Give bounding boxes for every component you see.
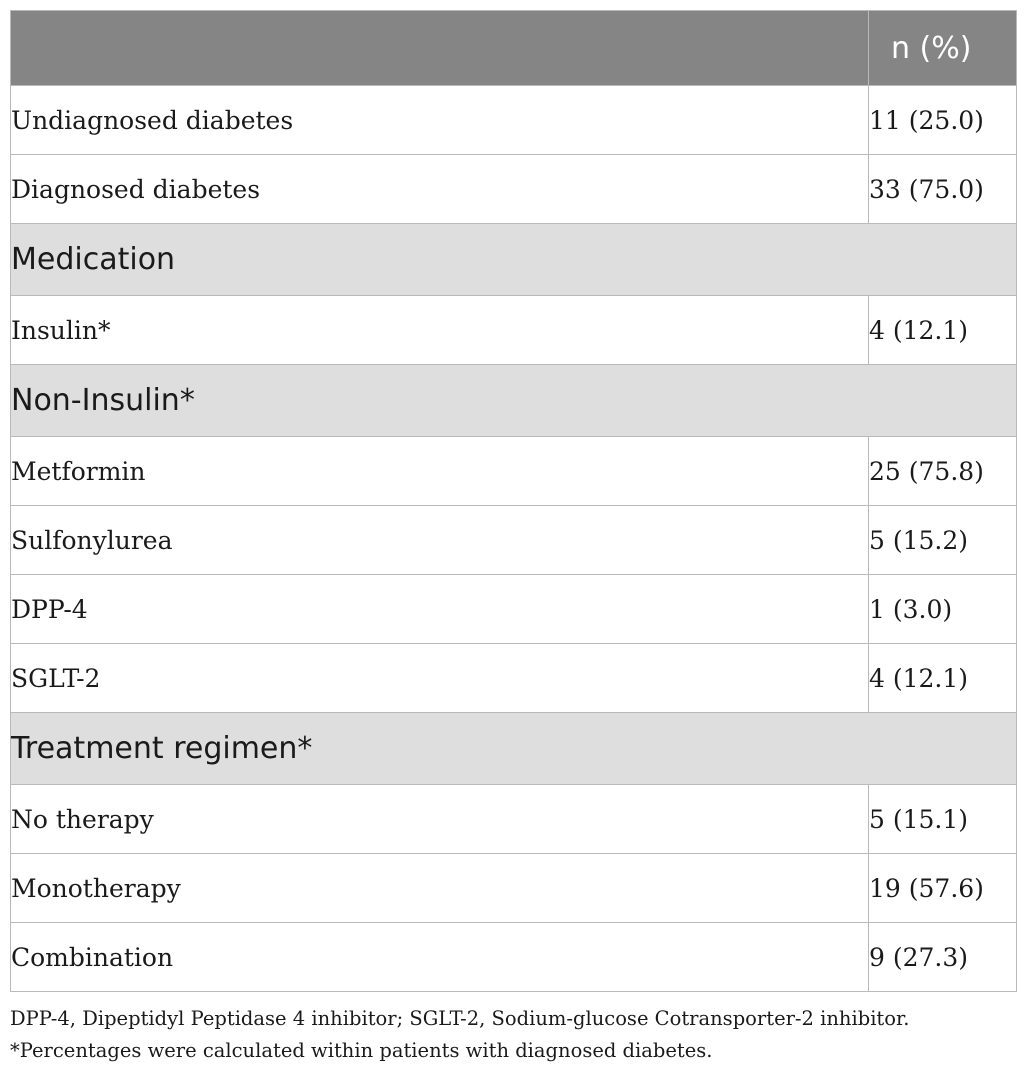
table-row [11,506,1017,575]
row-label: Combination [11,923,869,992]
row-value: 5 (15.1) [869,785,1017,854]
table-row [11,86,1017,155]
table-row [11,785,1017,854]
footnote-percentages: *Percentages were calculated within patients with diagnosed diabetes. [10,1039,713,1062]
header-n-percent: n (%) [869,11,1017,86]
table-row [11,923,1017,992]
table-row [11,155,1017,224]
section-row [11,365,1017,437]
row-label: Undiagnosed diabetes [11,86,869,155]
row-value: 4 (12.1) [869,644,1017,713]
diabetes-table [10,10,1017,992]
table-row [11,575,1017,644]
row-value: 25 (75.8) [869,437,1017,506]
row-label: Diagnosed diabetes [11,155,869,224]
section-row [11,713,1017,785]
section-heading-medication: Medication [11,224,1017,296]
row-value: 5 (15.2) [869,506,1017,575]
header-label-cell [11,11,869,86]
section-heading-non-insulin: Non-Insulin* [11,365,1017,437]
row-value: 4 (12.1) [869,296,1017,365]
section-row [11,224,1017,296]
row-value: 1 (3.0) [869,575,1017,644]
row-value: 11 (25.0) [869,86,1017,155]
row-label: Insulin* [11,296,869,365]
row-label: Metformin [11,437,869,506]
section-heading-treatment-regimen: Treatment regimen* [11,713,1017,785]
row-label: Sulfonylurea [11,506,869,575]
footnote-abbreviations: DPP-4, Dipeptidyl Peptidase 4 inhibitor; SGLT-2, Sodium-glucose Cotransporter-2 inhibitor. [10,1007,910,1030]
table-row [11,644,1017,713]
row-label: SGLT-2 [11,644,869,713]
table-footnotes [10,1003,1020,1067]
table-header-row [11,11,1017,86]
row-value: 19 (57.6) [869,854,1017,923]
table-row [11,437,1017,506]
row-value: 33 (75.0) [869,155,1017,224]
row-value: 9 (27.3) [869,923,1017,992]
row-label: DPP-4 [11,575,869,644]
table-row [11,854,1017,923]
table-row [11,296,1017,365]
row-label: Monotherapy [11,854,869,923]
row-label: No therapy [11,785,869,854]
